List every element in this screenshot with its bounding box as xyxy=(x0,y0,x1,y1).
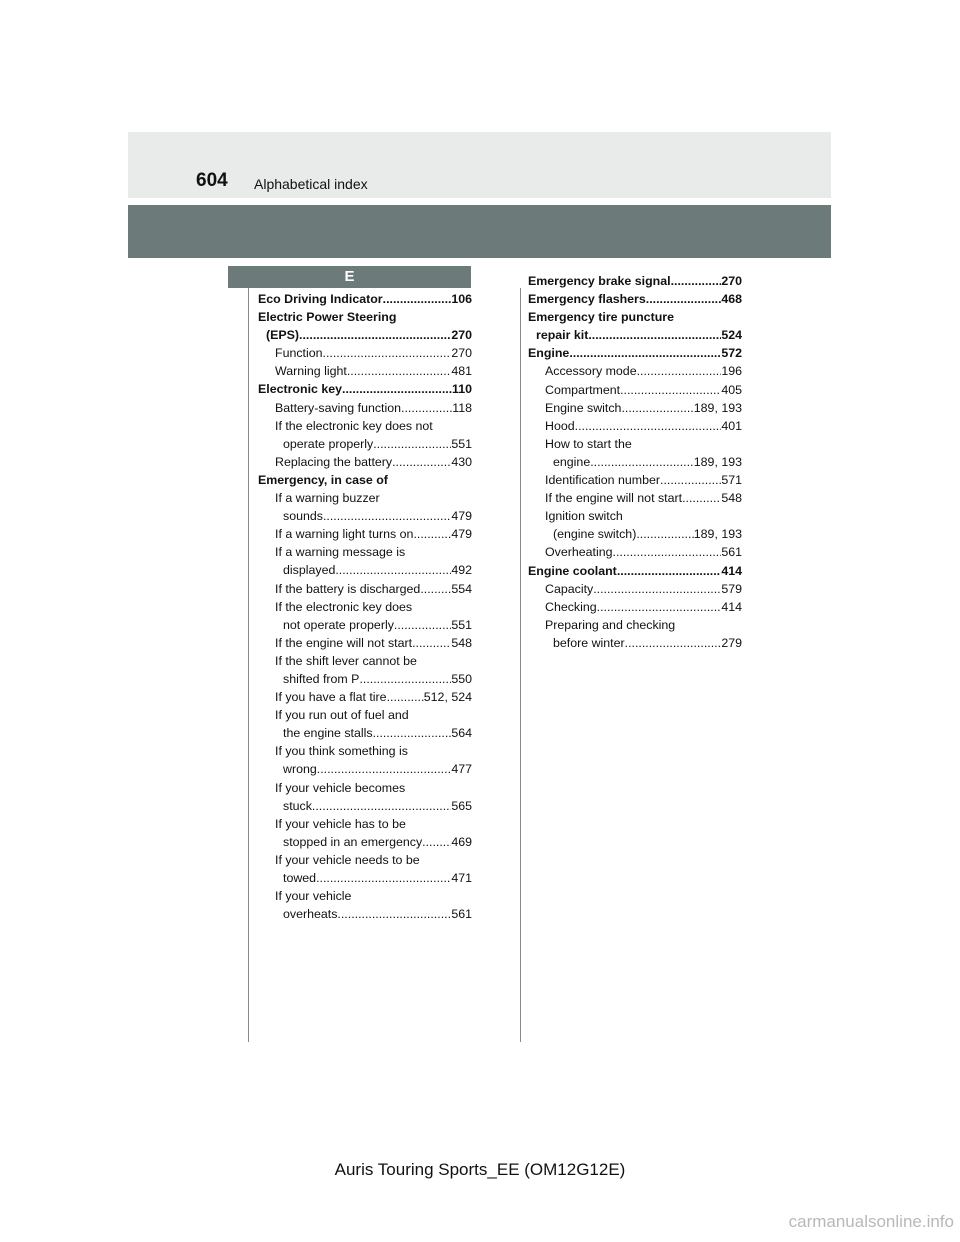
dot-leader xyxy=(373,435,451,453)
dot-leader xyxy=(383,290,452,308)
entry-label: Battery-saving function xyxy=(275,400,402,415)
entry-page-ref[interactable]: 565 xyxy=(451,798,472,813)
entry-label: engine xyxy=(553,454,591,469)
entry-label: If a warning light turns on xyxy=(275,527,414,542)
index-entry xyxy=(258,561,472,579)
entry-page-ref[interactable]: 477 xyxy=(451,762,472,777)
index-entry xyxy=(528,399,742,417)
entry-page-ref[interactable]: 405 xyxy=(721,382,742,397)
entry-label: before winter xyxy=(553,635,625,650)
entry-page-ref[interactable]: 550 xyxy=(451,671,472,686)
entry-page-ref[interactable]: 561 xyxy=(721,545,742,560)
dot-leader xyxy=(597,598,722,616)
index-entry: How to start the xyxy=(545,436,632,451)
entry-page-ref[interactable]: 414 xyxy=(721,599,742,614)
entry-label: wrong xyxy=(283,762,317,777)
index-entry: If the electronic key does xyxy=(275,599,413,614)
dot-leader xyxy=(394,616,451,634)
entry-page-ref[interactable]: 430 xyxy=(451,454,472,469)
dot-leader xyxy=(637,362,722,380)
entry-label: Checking xyxy=(545,599,597,614)
index-entry xyxy=(528,634,742,652)
entry-page-ref[interactable]: 548 xyxy=(721,491,742,506)
index-entry xyxy=(258,326,472,344)
index-entry xyxy=(258,507,472,525)
index-entry xyxy=(258,833,472,851)
entry-label: Overheating xyxy=(545,545,613,560)
index-entry xyxy=(528,525,742,543)
entry-page-ref[interactable]: 481 xyxy=(451,364,472,379)
index-entry xyxy=(258,905,472,923)
index-entry xyxy=(258,724,472,742)
entry-page-ref[interactable]: 469 xyxy=(451,834,472,849)
entry-page-ref[interactable]: 270 xyxy=(721,274,742,288)
dot-leader xyxy=(682,489,721,507)
index-entry xyxy=(528,272,742,290)
entry-page-ref[interactable]: 279 xyxy=(721,635,742,650)
entry-label: Replacing the battery xyxy=(275,454,393,469)
entry-label: Hood xyxy=(545,418,575,433)
dot-leader xyxy=(412,634,451,652)
entry-label: Emergency flashers xyxy=(528,292,646,307)
dot-leader xyxy=(420,580,451,598)
dot-leader xyxy=(337,905,451,923)
entry-page-ref[interactable]: 479 xyxy=(451,509,472,524)
entry-label: not operate properly xyxy=(283,617,394,632)
index-entry xyxy=(258,399,472,417)
entry-page-ref[interactable]: 189, 193 xyxy=(693,454,742,469)
index-entry: If a warning message is xyxy=(275,545,406,560)
entry-page-ref[interactable]: 189, 193 xyxy=(693,527,742,542)
index-entry xyxy=(528,562,742,580)
entry-page-ref[interactable]: 579 xyxy=(721,581,742,596)
entry-page-ref[interactable]: 571 xyxy=(721,473,742,488)
index-entry xyxy=(258,290,472,308)
index-entry: Preparing and checking xyxy=(545,617,676,632)
entry-label: shifted from P xyxy=(283,671,360,686)
index-entry xyxy=(258,797,472,815)
entry-page-ref[interactable]: 118 xyxy=(452,400,472,415)
index-entry xyxy=(528,453,742,471)
entry-page-ref[interactable]: 479 xyxy=(451,527,472,542)
entry-page-ref[interactable]: 512, 524 xyxy=(423,690,472,705)
entry-label: repair kit xyxy=(536,328,589,343)
entry-label: If the battery is discharged xyxy=(275,581,421,596)
index-entry xyxy=(528,381,742,399)
index-entry xyxy=(258,688,472,706)
dot-leader xyxy=(636,525,693,543)
index-entry: If a warning buzzer xyxy=(275,491,380,506)
index-entry: If your vehicle needs to be xyxy=(275,852,420,867)
entry-label: Identification number xyxy=(545,473,661,488)
dot-leader xyxy=(671,272,722,290)
index-column-right xyxy=(528,272,742,652)
entry-page-ref[interactable]: 401 xyxy=(721,418,742,433)
index-entry xyxy=(528,543,742,561)
dot-leader xyxy=(593,580,721,598)
dot-leader xyxy=(299,326,451,344)
dot-leader xyxy=(392,453,451,471)
entry-label: displayed xyxy=(283,563,336,578)
entry-label: If the engine will not start xyxy=(545,491,683,506)
index-entry: If your vehicle xyxy=(275,889,352,904)
entry-label: (engine switch) xyxy=(553,527,637,542)
entry-label: stuck xyxy=(283,798,312,813)
index-entry xyxy=(528,471,742,489)
index-entry xyxy=(258,525,472,543)
dot-leader xyxy=(422,833,451,851)
index-entry: If the shift lever cannot be xyxy=(275,653,417,668)
entry-page-ref[interactable]: 196 xyxy=(721,364,742,379)
entry-label: Eco Driving Indicator xyxy=(258,292,383,306)
entry-label: Accessory mode xyxy=(545,364,637,379)
index-entry xyxy=(258,760,472,778)
index-entry: Ignition switch xyxy=(545,509,623,524)
entry-label: Engine switch xyxy=(545,400,622,415)
entry-page-ref[interactable]: 551 xyxy=(451,617,472,632)
section-letter-tab: E xyxy=(228,266,471,288)
entry-page-ref[interactable]: 110 xyxy=(452,382,472,397)
index-entry xyxy=(258,380,472,398)
entry-page-ref[interactable]: 414 xyxy=(721,563,742,578)
dot-leader xyxy=(413,525,451,543)
index-entry xyxy=(258,453,472,471)
page-title: Alphabetical index xyxy=(254,176,368,192)
dot-leader xyxy=(359,670,451,688)
watermark: carmanualsonline.info xyxy=(788,1212,954,1231)
index-column-left xyxy=(258,290,472,923)
dot-leader xyxy=(316,869,451,887)
dot-leader xyxy=(347,362,451,380)
dot-leader xyxy=(588,326,721,344)
footer-manual-title: Auris Touring Sports_EE (OM12G12E) xyxy=(334,1160,626,1179)
entry-page-ref[interactable]: 572 xyxy=(721,346,742,361)
index-entry xyxy=(528,362,742,380)
entry-page-ref[interactable]: 524 xyxy=(721,328,742,343)
dot-leader xyxy=(575,417,722,435)
entry-page-ref[interactable]: 554 xyxy=(451,581,472,596)
index-entry: Electric Power Steering xyxy=(258,310,397,325)
index-entry xyxy=(528,489,742,507)
index-entry xyxy=(258,616,472,634)
entry-page-ref[interactable]: 564 xyxy=(451,726,472,741)
index-entry xyxy=(528,344,742,362)
entry-page-ref[interactable]: 551 xyxy=(451,436,472,451)
entry-page-ref[interactable]: 468 xyxy=(721,292,742,307)
index-entry xyxy=(528,598,742,616)
column-divider-left xyxy=(248,288,249,1042)
dot-leader xyxy=(660,471,721,489)
entry-page-ref[interactable]: 492 xyxy=(451,563,472,578)
index-entry xyxy=(258,670,472,688)
index-entry: If your vehicle has to be xyxy=(275,816,406,831)
index-entry xyxy=(258,869,472,887)
index-entry xyxy=(258,580,472,598)
index-entry xyxy=(528,580,742,598)
index-entry: If your vehicle becomes xyxy=(275,780,406,795)
dot-leader xyxy=(342,380,452,398)
index-entry xyxy=(258,362,472,380)
entry-label: stopped in an emergency xyxy=(283,834,423,849)
index-entry xyxy=(258,344,472,362)
header-band-light xyxy=(128,132,831,198)
entry-label: overheats xyxy=(283,907,338,922)
dot-leader xyxy=(323,344,452,362)
dot-leader xyxy=(401,399,452,417)
index-entry: If you think something is xyxy=(275,744,408,759)
entry-label: Engine xyxy=(528,346,570,361)
entry-page-ref[interactable]: 548 xyxy=(451,635,472,650)
dot-leader xyxy=(625,634,722,652)
entry-label: If the engine will not start xyxy=(275,635,413,650)
entry-label: If you have a flat tire xyxy=(275,690,387,705)
dot-leader xyxy=(387,688,424,706)
dot-leader xyxy=(617,562,722,580)
entry-label: towed xyxy=(283,871,317,885)
entry-label: Emergency brake signal xyxy=(528,274,671,288)
index-entry: Emergency tire puncture xyxy=(528,310,674,325)
entry-label: the engine stalls xyxy=(283,726,373,741)
entry-page-ref[interactable]: 561 xyxy=(451,907,472,922)
entry-label: Engine coolant xyxy=(528,563,617,578)
index-entry xyxy=(528,326,742,344)
index-entry xyxy=(528,290,742,308)
entry-label: Capacity xyxy=(545,581,594,596)
entry-label: Compartment xyxy=(545,382,621,397)
dot-leader xyxy=(590,453,694,471)
dot-leader xyxy=(613,543,722,561)
entry-page-ref[interactable]: 471 xyxy=(451,871,472,885)
index-entry: If you run out of fuel and xyxy=(275,708,409,723)
entry-label: (EPS) xyxy=(266,328,300,343)
dot-leader xyxy=(317,760,452,778)
dot-leader xyxy=(621,399,693,417)
dot-leader xyxy=(312,797,451,815)
index-entry xyxy=(258,634,472,652)
entry-label: operate properly xyxy=(283,436,374,451)
entry-page-ref[interactable]: 106 xyxy=(451,292,472,306)
dot-leader xyxy=(323,507,451,525)
page-number: 604 xyxy=(196,170,228,191)
dot-leader xyxy=(646,290,722,308)
dot-leader xyxy=(335,561,451,579)
entry-page-ref[interactable]: 270 xyxy=(451,346,472,361)
index-entry: Emergency, in case of xyxy=(258,472,388,487)
index-entry xyxy=(258,435,472,453)
dot-leader xyxy=(373,724,452,742)
entry-page-ref[interactable]: 270 xyxy=(451,328,472,343)
header-band-dark xyxy=(128,205,831,258)
entry-label: Electronic key xyxy=(258,382,343,397)
dot-leader xyxy=(620,381,721,399)
entry-label: sounds xyxy=(283,509,323,524)
index-entry xyxy=(528,417,742,435)
column-divider-right xyxy=(520,288,521,1042)
index-entry: If the electronic key does not xyxy=(275,418,433,433)
entry-label: Function xyxy=(275,346,323,361)
entry-label: Warning light xyxy=(275,364,347,379)
entry-page-ref[interactable]: 189, 193 xyxy=(693,400,742,415)
dot-leader xyxy=(569,344,721,362)
